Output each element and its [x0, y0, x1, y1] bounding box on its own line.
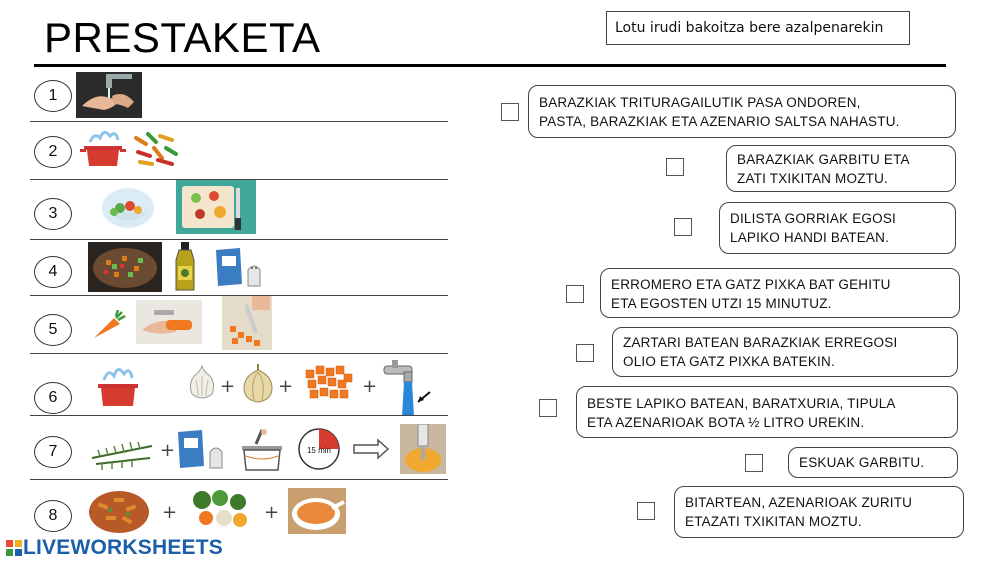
description-line: ERROMERO ETA GATZ PIXKA BAT GEHITU	[611, 277, 891, 292]
cooking-pot-icon	[236, 426, 288, 474]
step-row-3	[30, 180, 448, 240]
description-line: BESTE LAPIKO BATEAN, BARATXURIA, TIPULA	[587, 396, 896, 411]
peeler-icon	[136, 300, 202, 344]
description-box-7	[788, 447, 958, 478]
match-checkbox-8[interactable]	[637, 502, 655, 520]
pot-icon	[80, 126, 126, 170]
hand-washing-icon	[76, 72, 142, 118]
description-line: DILISTA GORRIAK EGOSI	[730, 211, 896, 226]
description-box-5	[612, 327, 958, 377]
description-line: ESKUAK GARBITU.	[799, 455, 925, 470]
carrot-icon	[92, 310, 126, 340]
rosemary-icon	[88, 428, 156, 474]
match-checkbox-7[interactable]	[745, 454, 763, 472]
cutting-board-icon	[176, 180, 256, 234]
step-number: 5	[34, 314, 72, 346]
step-number: 2	[34, 136, 72, 168]
page-title: PRESTAKETA	[44, 14, 321, 61]
water-tap-icon	[378, 360, 434, 416]
chopped-carrot-icon	[222, 296, 272, 350]
oil-bottle-icon	[172, 240, 198, 294]
timer-label: 15 min	[306, 446, 332, 455]
description-box-1	[528, 85, 956, 138]
description-line: BITARTEAN, AZENARIOAK ZURITU	[685, 495, 913, 510]
description-line: BARAZKIAK GARBITU ETA	[737, 152, 910, 167]
description-line: BARAZKIAK TRITURAGAILUTIK PASA ONDOREN,	[539, 95, 861, 110]
description-box-3	[719, 202, 956, 254]
logo-text: LIVEWORKSHEETS	[23, 536, 223, 559]
description-line: ZATI TXIKITAN MOZTU.	[737, 171, 888, 186]
pasta-dish-icon	[88, 488, 150, 534]
liveworksheets-logo-icon	[6, 540, 22, 556]
plus-icon: +	[220, 376, 236, 397]
description-box-4	[600, 268, 960, 318]
title-underline	[34, 64, 946, 67]
description-line: ZARTARI BATEAN BARAZKIAK ERREGOSI	[623, 335, 898, 350]
step-row-4	[30, 240, 448, 296]
step-number: 7	[34, 436, 72, 468]
description-line: PASTA, BARAZKIAK ETA AZENARIO SALTSA NAHASTU.	[539, 114, 900, 129]
liveworksheets-logo[interactable]	[6, 536, 223, 560]
step-number: 8	[34, 500, 72, 532]
instruction-box: Lotu irudi bakoitza bere azalpenarekin	[606, 11, 910, 45]
plus-icon: +	[362, 376, 378, 397]
diced-carrot-icon	[300, 360, 358, 406]
salt-icon	[176, 428, 226, 472]
vegetables-bowl-icon	[100, 186, 156, 230]
plus-icon: +	[278, 376, 294, 397]
blender-icon	[400, 424, 446, 474]
pot-icon	[94, 362, 142, 410]
description-box-2	[726, 145, 956, 192]
description-line: ETA EGOSTEN UTZI 15 MINUTUZ.	[611, 296, 832, 311]
plus-icon: +	[162, 502, 178, 523]
step-row-1	[30, 70, 448, 122]
step-number: 3	[34, 198, 72, 230]
arrow-icon	[352, 438, 390, 460]
description-line: LAPIKO HANDI BATEAN.	[730, 230, 890, 245]
step-row-2	[30, 122, 448, 180]
description-line: OLIO ETA GATZ PIXKA BATEKIN.	[623, 354, 835, 369]
vegetables-icon	[188, 486, 252, 534]
plus-icon: +	[264, 502, 280, 523]
frying-pan-icon	[88, 242, 162, 292]
match-checkbox-5[interactable]	[576, 344, 594, 362]
sauce-icon	[288, 488, 346, 534]
step-row-7	[30, 416, 448, 480]
step-number: 6	[34, 382, 72, 414]
step-row-6	[30, 354, 448, 416]
step-row-5	[30, 296, 448, 354]
description-box-6	[576, 386, 958, 438]
match-checkbox-6[interactable]	[539, 399, 557, 417]
match-checkbox-2[interactable]	[666, 158, 684, 176]
timer-icon	[296, 426, 342, 472]
onion-icon	[240, 362, 276, 404]
match-checkbox-1[interactable]	[501, 103, 519, 121]
match-checkbox-3[interactable]	[674, 218, 692, 236]
match-checkbox-4[interactable]	[566, 285, 584, 303]
description-line: ETAZATI TXIKITAN MOZTU.	[685, 514, 862, 529]
description-box-8	[674, 486, 964, 538]
step-number: 4	[34, 256, 72, 288]
description-line: ETA AZENARIOAK BOTA ½ LITRO UREKIN.	[587, 415, 865, 430]
step-number: 1	[34, 80, 72, 112]
salt-icon	[214, 246, 264, 288]
pasta-icon	[132, 130, 180, 168]
plus-icon: +	[160, 440, 176, 461]
garlic-icon	[186, 362, 218, 402]
step-row-8	[30, 480, 448, 544]
